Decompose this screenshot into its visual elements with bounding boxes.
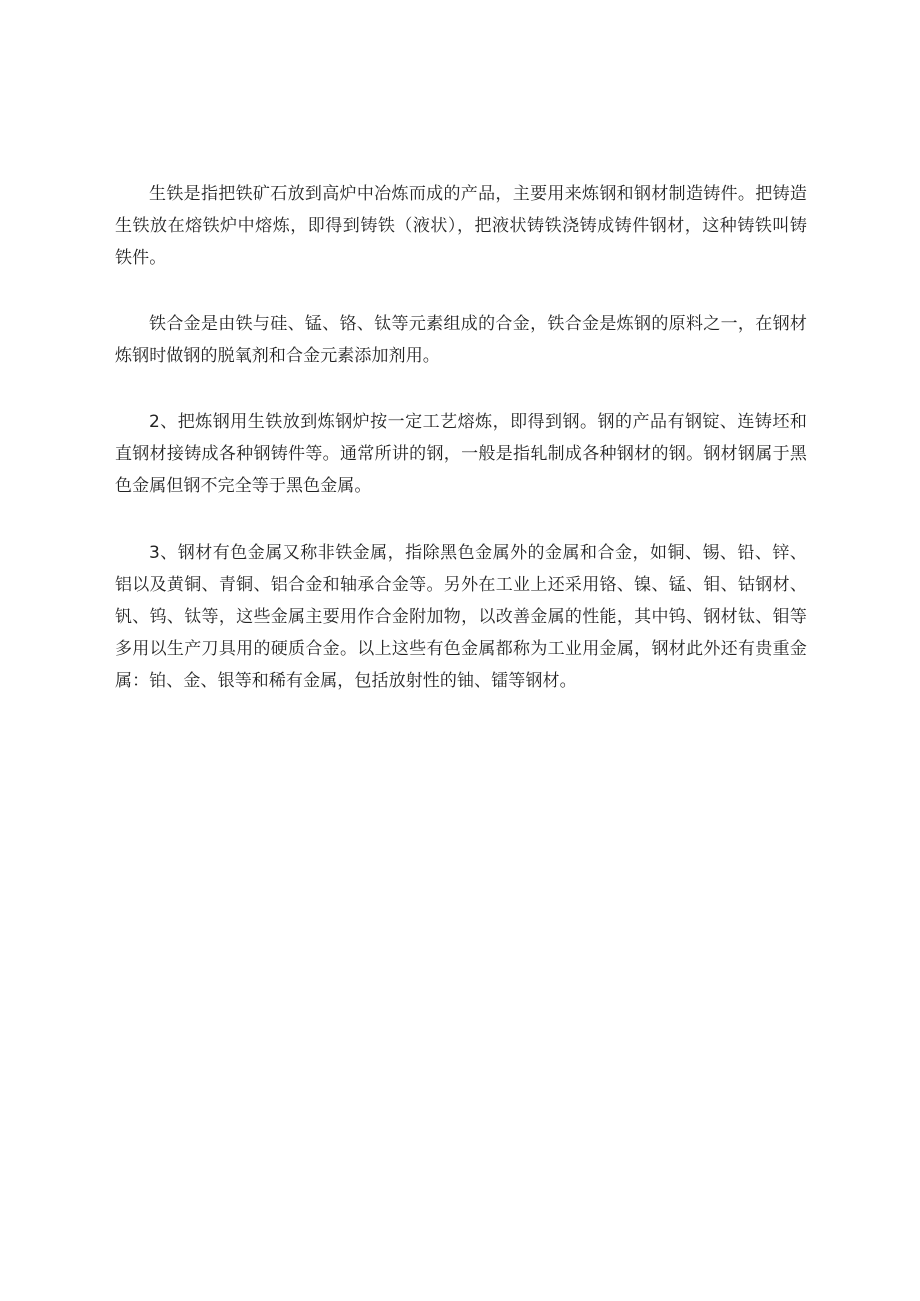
paragraph-steel: 2、把炼钢用生铁放到炼钢炉按一定工艺熔炼，即得到钢。钢的产品有钢锭、连铸坯和直钢材接铸成各种钢铸件等。通常所讲的钢，一般是指轧制成各种钢材的钢。钢材钢属于黑色金属但钢不完全等于黑色金属。: [115, 412, 807, 496]
paragraph-ferroalloy: 铁合金是由铁与硅、锰、铬、钛等元素组成的合金，铁合金是炼钢的原料之一，在钢材炼钢时做钢的脱氧剂和合金元素添加剂用。: [115, 314, 807, 366]
paragraph-nonferrous-metals: 3、钢材有色金属又称非铁金属，指除黑色金属外的金属和合金，如铜、锡、铅、锌、铝以及黄铜、青铜、铝合金和轴承合金等。另外在工业上还采用铬、镍、锰、钼、钴钢材、钒、钨、钛等，这些金属主要用作合金附加物，以改善金属的性能，其中钨、钢材钛、钼等多用以生产刀具用的硬质合金。以上这些有色金属都称为工业用金属，钢材此外还有贵重金属：铂、金、银等和稀有金属，包括放射性的铀、镭等钢材。: [115, 543, 807, 691]
document-page: [115, 178, 807, 697]
paragraph-pig-iron: 生铁是指把铁矿石放到高炉中冶炼而成的产品，主要用来炼钢和钢材制造铸件。把铸造生铁放在熔铁炉中熔炼，即得到铸铁（液状），把液状铸铁浇铸成铸件钢材，这种铸铁叫铸铁件。: [115, 184, 807, 268]
